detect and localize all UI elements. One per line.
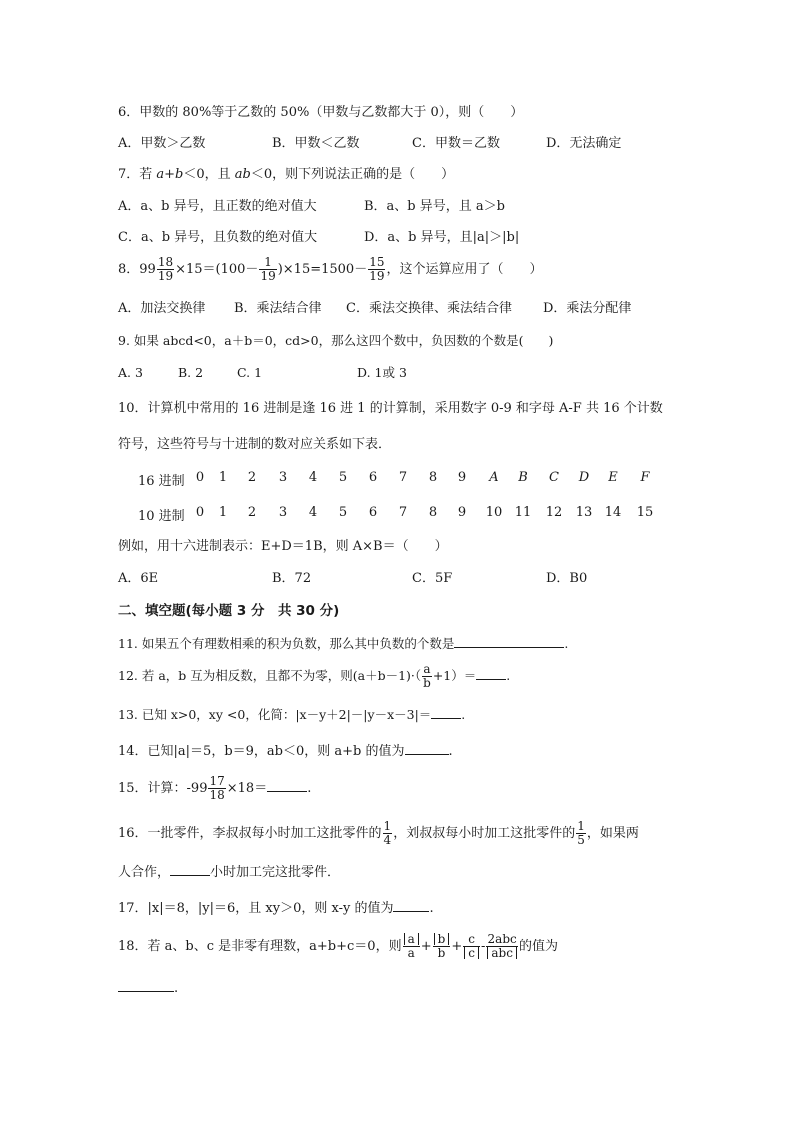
- question-13: [118, 705, 465, 724]
- q15-answer-blank[interactable]: [267, 778, 307, 792]
- q18-prefix: 18．若 a、b、c 是非零有理数，a+b+c＝0，则: [118, 939, 402, 954]
- hex-cell: C: [549, 470, 559, 485]
- q8-suffix: ，这个运算应用了（ ）: [386, 262, 543, 277]
- decimal-cell: 8: [428, 505, 438, 520]
- question-6-option-c: C．甲数＝乙数: [412, 136, 500, 151]
- question-8-stem: [118, 256, 543, 283]
- q13-end: .: [461, 707, 466, 722]
- hex-row-label: 16 进制: [138, 474, 185, 489]
- q12-prefix: 12. 若 a，b 互为相反数，且都不为零，则(a＋b－1)·（: [118, 668, 422, 683]
- q18-suffix: 的值为: [518, 939, 558, 954]
- q8-fraction-3: $\frac{15}{19}$: [369, 255, 385, 283]
- q18-fraction-3: $\frac{c}{c}$: [463, 933, 480, 960]
- decimal-cell: 10: [485, 505, 503, 520]
- question-12: [118, 663, 510, 690]
- q18-fraction-4: $\frac{\text{2abc}}{\text{abc}}$: [487, 932, 517, 960]
- question-6-stem: 6．甲数的 80%等于乙数的 50%（甲数与乙数都大于 0），则（ ）: [118, 105, 524, 120]
- question-7-stem: [118, 166, 454, 184]
- question-6-option-b: B．甲数＜乙数: [272, 136, 360, 151]
- question-17: [118, 898, 434, 918]
- q16-line2-prefix: 人合作，: [118, 865, 171, 880]
- q12-fraction: $\frac{a}{b}$: [423, 662, 431, 690]
- q16-answer-blank[interactable]: [170, 862, 210, 876]
- decimal-cell: 13: [575, 505, 593, 520]
- question-6-option-a: A．甲数＞乙数: [118, 136, 206, 151]
- question-10-option-d: D．B0: [546, 571, 588, 586]
- q7-suffix: ＜0，则下列说法正确的是（ ）: [250, 167, 455, 182]
- decimal-cell: 14: [604, 505, 622, 520]
- hex-cell: B: [518, 470, 528, 485]
- q15-end: .: [307, 781, 312, 796]
- q18-fraction-1: $\frac{a}{a}$: [403, 933, 420, 960]
- q16-suffix: ，如果两: [586, 826, 639, 841]
- question-10-stem-line2: 符号，这些符号与十进制的数对应关系如下表．: [118, 437, 392, 452]
- q8-mid-2: )×15=1500－: [277, 262, 368, 277]
- question-7-option-a: A．a、b 异号，且正数的绝对值大: [118, 199, 317, 214]
- hex-cell: F: [640, 470, 650, 485]
- hex-cell: 7: [398, 470, 408, 485]
- question-9-option-d: D. 1或 3: [357, 365, 407, 380]
- q16-line2-suffix: 小时加工完这批零件．: [210, 865, 341, 880]
- hex-cell: 6: [368, 470, 378, 485]
- question-10-option-a: A．6E: [118, 571, 159, 586]
- decimal-cell: 12: [545, 505, 563, 520]
- question-18-line2: [118, 978, 178, 998]
- q11-end: .: [564, 636, 569, 651]
- q18-end: .: [174, 981, 179, 996]
- question-10-option-b: B．72: [272, 571, 312, 586]
- q18-plus-2: +: [451, 939, 463, 954]
- decimal-cell: 1: [218, 505, 228, 520]
- question-7-option-d: D．a、b 异号，且|a|＞|b|: [364, 230, 520, 245]
- q18-minus: -: [480, 939, 486, 954]
- q18-plus-1: +: [420, 939, 432, 954]
- q16-prefix: 16．一批零件，李叔叔每小时加工这批零件的: [118, 826, 382, 841]
- question-9-option-a: A. 3: [118, 365, 143, 380]
- question-10-option-c: C．5F: [412, 571, 453, 586]
- hex-cell: 0: [195, 470, 205, 485]
- q18-fraction-2: $\frac{b}{b}$: [433, 933, 451, 960]
- q7-prefix: 7．若: [118, 167, 157, 182]
- question-15: [118, 775, 311, 802]
- q7-expr-a: a+b: [156, 167, 184, 182]
- question-11: [118, 634, 568, 653]
- question-9-option-c: C. 1: [237, 365, 263, 380]
- q8-mid-1: ×15＝(100－: [175, 262, 259, 277]
- q18-answer-blank[interactable]: [118, 978, 174, 992]
- decimal-cell: 5: [338, 505, 348, 520]
- q15-fraction: $\frac{17}{18}$: [209, 774, 225, 802]
- hex-cell: 2: [247, 470, 257, 485]
- q12-end: .: [506, 668, 511, 683]
- decimal-cell: 7: [398, 505, 408, 520]
- q15-mid: ×18＝: [226, 781, 268, 796]
- question-9-option-b: B. 2: [178, 365, 204, 380]
- hex-cell: 5: [338, 470, 348, 485]
- q8-fraction-2: $\frac{1}{19}$: [260, 255, 276, 283]
- decimal-cell: 11: [514, 505, 532, 520]
- hex-cell: 1: [218, 470, 228, 485]
- question-8-option-d: D．乘法分配律: [543, 301, 632, 316]
- q8-fraction-1: $\frac{18}{19}$: [157, 255, 174, 283]
- question-7-option-b: B．a、b 异号，且 a＞b: [364, 199, 505, 214]
- question-10-example: 例如，用十六进制表示：E+D＝1B，则 A×B＝（ ）: [118, 539, 448, 554]
- hex-cell: D: [578, 470, 590, 485]
- q16-mid: ，刘叔叔每小时加工这批零件的: [393, 826, 576, 841]
- hex-cell: A: [489, 470, 499, 485]
- decimal-cell: 15: [636, 505, 654, 520]
- question-16-line1: [118, 820, 639, 847]
- hex-cell: 8: [428, 470, 438, 485]
- question-9-stem: 9. 如果 abcd<0，a＋b＝0，cd>0，那么这四个数中，负因数的个数是( ): [118, 333, 554, 348]
- q17-answer-blank[interactable]: [393, 898, 429, 912]
- question-14: [118, 741, 453, 761]
- decimal-cell: 0: [195, 505, 205, 520]
- hex-cell: E: [608, 470, 618, 485]
- q14-stem: 14．已知|a|＝5，b＝9，ab＜0，则 a+b 的值为: [118, 744, 405, 759]
- decimal-cell: 3: [278, 505, 288, 520]
- q14-end: .: [448, 744, 453, 759]
- q15-prefix: 15．计算：-99: [118, 781, 208, 796]
- q7-expr-b: ab: [234, 167, 251, 182]
- decimal-cell: 2: [247, 505, 257, 520]
- q12-mid: +1）＝: [432, 668, 477, 683]
- q17-stem: 17．|x|＝8，|y|＝6，且 xy＞0，则 x-y 的值为: [118, 901, 394, 916]
- hex-cell: 4: [308, 470, 318, 485]
- q7-mid: ＜0，且: [183, 167, 235, 182]
- decimal-row-label: 10 进制: [138, 509, 185, 524]
- q17-end: .: [429, 901, 434, 916]
- q16-fraction-2: $\frac{1}{5}$: [577, 819, 585, 847]
- q12-answer-blank[interactable]: [476, 666, 506, 680]
- section-2-title: 二、填空题(每小题 3 分 共 30 分): [118, 603, 340, 619]
- question-8-option-c: C．乘法交换律、乘法结合律: [346, 301, 512, 316]
- q11-answer-blank[interactable]: [454, 634, 564, 648]
- question-6-option-d: D．无法确定: [546, 136, 622, 151]
- question-10-stem-line1: 10．计算机中常用的 16 进制是逢 16 进 1 的计算制，采用数字 0-9 和字母 A-F 共 16 个计数: [118, 401, 663, 416]
- question-18-line1: [118, 933, 558, 960]
- hex-cell: 3: [278, 470, 288, 485]
- hex-cell: 9: [457, 470, 467, 485]
- question-16-line2: [118, 862, 340, 882]
- question-8-option-a: A．加法交换律: [118, 301, 206, 316]
- q14-answer-blank[interactable]: [405, 741, 449, 755]
- q13-answer-blank[interactable]: [431, 705, 461, 719]
- q13-stem: 13. 已知 x>0，xy <0，化简：|x－y＋2|－|y－x－3|＝: [118, 707, 432, 722]
- q8-prefix: 8．99: [118, 262, 156, 277]
- question-8-option-b: B．乘法结合律: [234, 301, 322, 316]
- question-7-option-c: C．a、b 异号，且负数的绝对值大: [118, 230, 318, 245]
- q11-stem: 11. 如果五个有理数相乘的积为负数，那么其中负数的个数是: [118, 636, 455, 651]
- decimal-cell: 6: [368, 505, 378, 520]
- decimal-cell: 9: [457, 505, 467, 520]
- q16-fraction-1: $\frac{1}{4}$: [383, 819, 392, 847]
- decimal-cell: 4: [308, 505, 318, 520]
